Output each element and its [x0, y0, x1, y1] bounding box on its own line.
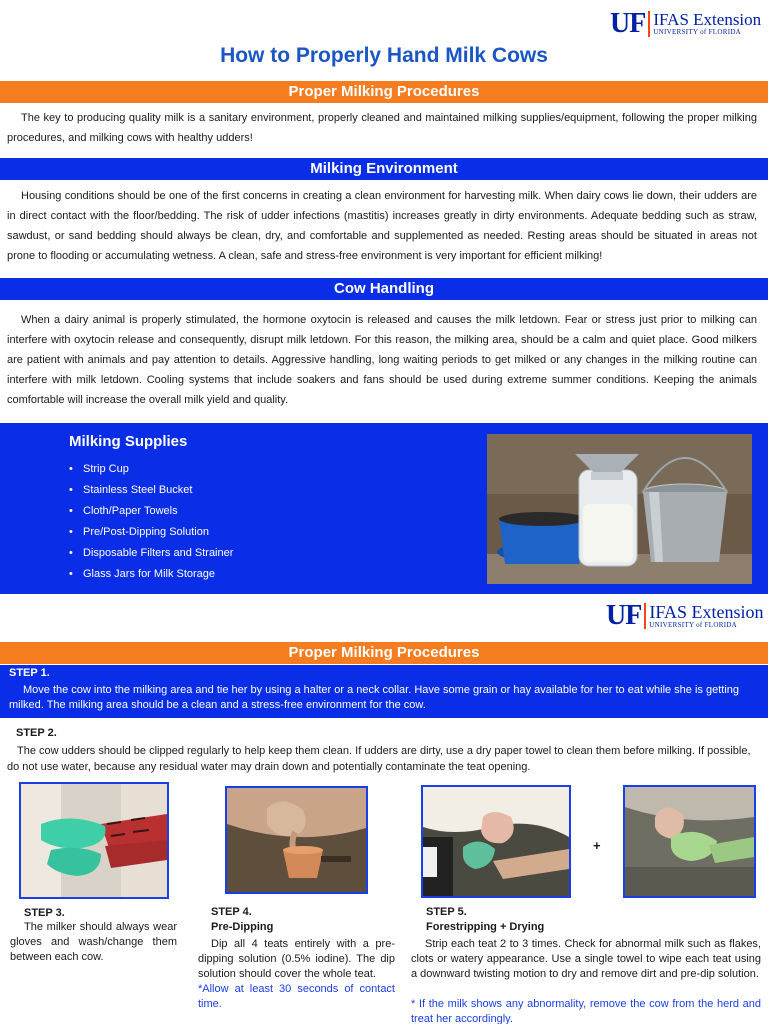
logo-university: UNIVERSITY of FLORIDA [653, 28, 742, 36]
list-item: • Strip Cup [69, 459, 233, 480]
steps-heading: Proper Milking Procedures [0, 642, 768, 664]
logo-university: UNIVERSITY of FLORIDA [649, 620, 738, 629]
step-1-text: Move the cow into the milking area and tie her by using a halter or a neck collar. Have some grain or hay available for her to eat while she is getting milked. The milking area should be a clean and a stress-free environment for the cow. [9, 684, 739, 711]
list-item: • Cloth/Paper Towels [69, 501, 233, 522]
handling-heading: Cow Handling [0, 278, 768, 300]
step-4-text: Dip all 4 teats entirely with a pre-dipping solution (0.5% iodine). The dip solution should cover the whole teat. [198, 938, 395, 980]
step-5-label: STEP 5. [426, 906, 467, 918]
step-2-text: The cow udders should be clipped regularly to help keep them clean. If udders are dirty, use a dry paper towel to clean them before milking. If possible, do not use water, because any residual water may drain down and potentially contaminate the teat opening. [7, 745, 751, 773]
environment-text: Housing conditions should be one of the first concerns in creating a clean environment for harvesting milk. When dairy cows lie down, their udders are in direct contact with the floor/bedding. The risk of udder infections (mastitis) increases greatly in dirty environments. Adequate bedding such as straw, sawdust, or sand bedding should always be clean, dry, and comfortable and supplemented as needed. Resting areas should be situated in areas not prone to flooding or accumulating wetness. A clean, safe and stress-free environment is very important for efficient milking! [7, 190, 757, 262]
plus-sign: + [593, 838, 601, 853]
step-5-title: Forestripping + Drying [426, 921, 545, 933]
list-item: • Disposable Filters and Strainer [69, 543, 233, 564]
logo-mark: UF [610, 8, 646, 39]
page-title: How to Properly Hand Milk Cows [220, 44, 548, 67]
step-3-text: The milker should always wear gloves and wash/change them between each cow. [10, 921, 177, 963]
uf-ifas-logo-2 [606, 601, 764, 631]
list-item: • Glass Jars for Milk Storage [69, 564, 233, 585]
procedures-heading: Proper Milking Procedures [0, 81, 768, 103]
supplies-heading: Milking Supplies [69, 433, 188, 450]
step-3-label: STEP 3. [24, 907, 65, 919]
step-2-label: STEP 2. [16, 727, 57, 739]
supplies-photo [487, 434, 752, 584]
step-5-text: Strip each teat 2 to 3 times. Check for abnormal milk such as flakes, clots or watery appearance. Use a single towel to wipe each teat using a downward twisting motion to dry and remove dirt and pre-dip solution. [411, 938, 761, 980]
supplies-list [69, 459, 233, 585]
step-1-panel [0, 665, 768, 718]
handling-text: When a dairy animal is properly stimulated, the hormone oxytocin is released and causes the milk letdown. Fear or stress just prior to milking can interfere with oxytocin release and consequently, disrupt milk letdown. For this reason, the milking area, should be a calm and quiet place. Good milkers are patient with animals and pay attention to details. Aggressive handling, long waiting periods to get milked or any changes in the milking routine can interfere with milk letdown. Cooling systems that include soakers and fans should be used during extreme summer conditions. Keeping the animals comfortable will increase the overall milk yield and quality. [7, 314, 757, 406]
step-5-photo-forestripping [421, 785, 571, 898]
procedures-text: The key to producing quality milk is a sanitary environment, properly cleaned and maintained milking supplies/equipment, following the proper milking procedures, and milking cows with healthy udders! [7, 112, 757, 144]
logo-mark: UF [606, 600, 642, 631]
environment-heading: Milking Environment [0, 158, 768, 180]
step-5-photo-drying [623, 785, 756, 898]
list-item: • Pre/Post-Dipping Solution [69, 522, 233, 543]
step-3-photo [19, 782, 169, 899]
step-4-note: *Allow at least 30 seconds of contact time. [198, 983, 395, 1010]
uf-ifas-logo [610, 9, 761, 39]
step-1-label: STEP 1. [9, 667, 50, 679]
step-4-photo [225, 786, 368, 894]
step-4-label: STEP 4. [211, 906, 252, 918]
logo-name: IFAS Extension [649, 601, 764, 622]
step-4-title: Pre-Dipping [211, 921, 274, 933]
logo-name: IFAS Extension [653, 10, 762, 29]
step-5-note: * If the milk shows any abnormality, remove the cow from the herd and treat her accordingly. [411, 998, 761, 1024]
list-item: • Stainless Steel Bucket [69, 480, 233, 501]
